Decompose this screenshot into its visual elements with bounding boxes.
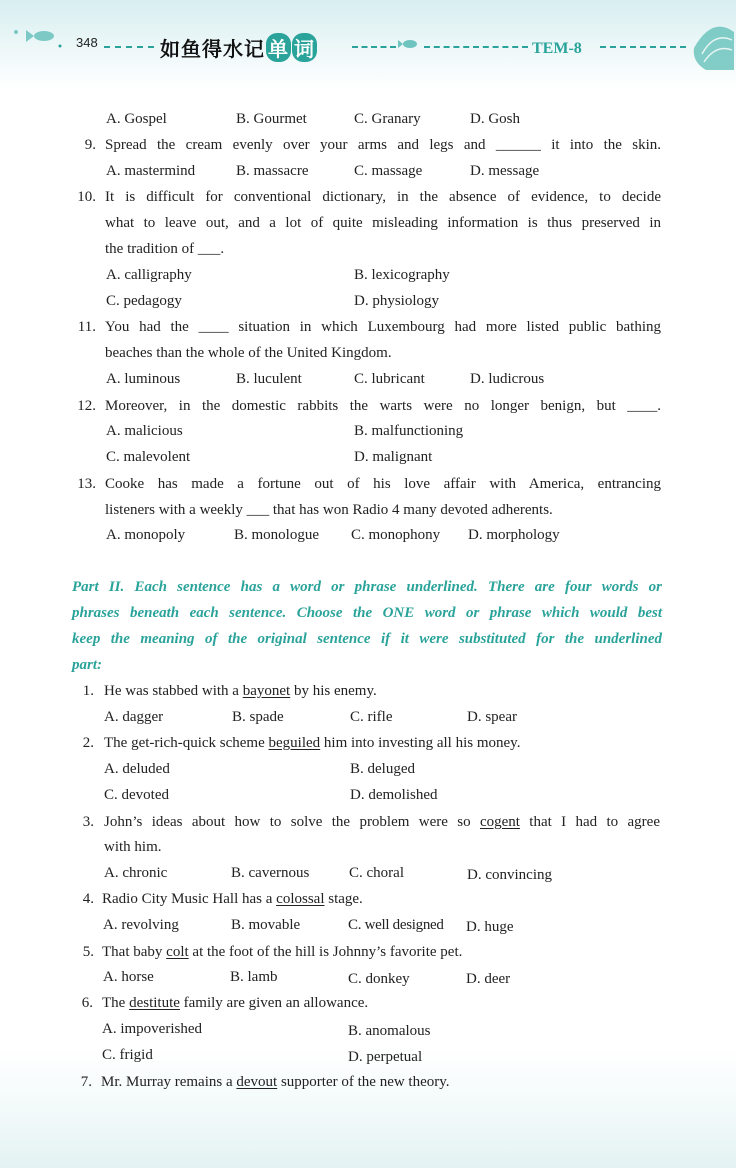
q13-option-b: B. monologue (234, 527, 319, 543)
q8-option-c: C. Granary (354, 111, 421, 127)
p2-q3-after: that I had to agree (519, 814, 660, 830)
q9-option-c: C. massage (354, 163, 423, 179)
q8-option-a: A. Gospel (106, 111, 167, 127)
q13-option-d: D. morphology (468, 527, 560, 543)
p2-q1-option-c: C. rifle (350, 709, 393, 725)
p2-q3-number: 3. (82, 814, 94, 830)
p2-q1-underlined: bayonet (242, 683, 291, 699)
q13-number: 13. (77, 476, 96, 492)
q11-option-a: A. luminous (106, 371, 181, 387)
q12-number: 12. (77, 398, 96, 414)
p2-q7-before: Mr. Murray remains a (101, 1074, 237, 1090)
part2-instructions-line-4: part: (72, 657, 102, 673)
q8-option-d: D. Gosh (470, 111, 521, 127)
exam-label: TEM-8 (532, 40, 582, 57)
p2-q3-option-c: C. choral (349, 865, 404, 881)
p2-q5-option-c: C. donkey (348, 971, 410, 987)
part2-instructions-line-3: keep the meaning of the original sentence if it were substituted for the underlined (72, 631, 662, 647)
p2-q6-underlined: destitute (129, 995, 180, 1011)
q12-option-c: C. malevolent (106, 449, 191, 465)
q13-option-a: A. monopoly (106, 527, 186, 543)
p2-q7-after: supporter of the new theory. (277, 1074, 450, 1090)
p2-q2-number: 2. (82, 735, 94, 751)
p2-q4-underlined: colossal (276, 891, 325, 907)
p2-q6-question (102, 990, 368, 1016)
part2-instructions-line-1: Part II. Each sentence has a word or phrase underlined. There are four words or (72, 579, 662, 595)
book-title-main: 如鱼得水记 (160, 37, 265, 61)
p2-q1-question (104, 678, 377, 704)
p2-q4-after: stage. (324, 891, 363, 907)
q13-option-c: C. monophony (351, 527, 441, 543)
q12-question: Moreover, in the domestic rabbits the warts were no longer benign, but ____. (105, 398, 661, 414)
p2-q1-number: 1. (82, 683, 94, 699)
p2-q7-question (101, 1069, 450, 1095)
p2-q1-before: He was stabbed with a (104, 683, 243, 699)
p2-q5-option-a: A. horse (103, 969, 154, 985)
p2-q6-number: 6. (81, 995, 93, 1011)
p2-q3-line-1 (104, 809, 660, 835)
q11-number: 11. (77, 319, 96, 335)
p2-q6-option-b: B. anomalous (348, 1023, 431, 1039)
q11-line-2: beaches than the whole of the United Kingdom. (105, 345, 392, 361)
p2-q4-option-b: B. movable (231, 917, 301, 933)
p2-q4-before: Radio City Music Hall has a (102, 891, 277, 907)
q10-line-2: what to leave out, and a lot of quite misleading information is thus preserved in (105, 215, 661, 231)
p2-q3-before: John’s ideas about how to solve the problem were so (104, 814, 480, 830)
q9-option-a: A. mastermind (106, 163, 196, 179)
p2-q5-before: That baby (102, 944, 167, 960)
q10-option-b: B. lexicography (354, 267, 450, 283)
p2-q5-underlined: colt (166, 944, 189, 960)
q11-option-c: C. lubricant (354, 371, 425, 387)
p2-q3-option-a: A. chronic (104, 865, 168, 881)
q12-option-d: D. malignant (354, 449, 433, 465)
part2-instructions-line-2: phrases beneath each sentence. Choose the ONE word or phrase which would best (72, 605, 662, 621)
p2-q5-number: 5. (82, 944, 94, 960)
p2-q2-after: him into investing all his money. (320, 735, 521, 751)
p2-q1-option-d: D. spear (467, 709, 517, 725)
p2-q2-question (104, 730, 520, 756)
page-number: 348 (76, 35, 98, 50)
p2-q5-option-d: D. deer (466, 971, 511, 987)
p2-q6-option-d: D. perpetual (348, 1049, 423, 1065)
p2-q5-after: at the foot of the hill is Johnny’s favorite pet. (188, 944, 463, 960)
p2-q2-underlined: beguiled (268, 735, 321, 751)
book-title-highlight-2: 词 (292, 33, 317, 62)
p2-q2-option-d: D. demolished (350, 787, 438, 803)
p2-q1-option-a: A. dagger (104, 709, 164, 725)
q11-line-1: You had the ____ situation in which Luxembourg had more listed public bathing (105, 319, 661, 335)
p2-q7-underlined: devout (236, 1074, 278, 1090)
q13-line-1: Cooke has made a fortune out of his love affair with America, entrancing (105, 476, 661, 492)
p2-q5-option-b: B. lamb (230, 969, 278, 985)
p2-q6-before: The (102, 995, 130, 1011)
q10-line-1: It is difficult for conventional dictionary, in the absence of evidence, to decide (105, 189, 661, 205)
p2-q1-option-b: B. spade (232, 709, 284, 725)
q11-option-b: B. luculent (236, 371, 302, 387)
p2-q2-option-a: A. deluded (104, 761, 170, 777)
p2-q6-option-c: C. frigid (102, 1047, 153, 1063)
book-title-highlight-1: 单 (266, 33, 291, 62)
q10-option-d: D. physiology (354, 293, 440, 309)
q9-question: Spread the cream evenly over your arms and legs and ______ it into the skin. (105, 137, 661, 153)
p2-q6-option-a: A. impoverished (102, 1021, 202, 1037)
p2-q3-underlined: cogent (479, 814, 520, 830)
p2-q2-option-b: B. deluged (350, 761, 415, 777)
p2-q3-line-2: with him. (104, 839, 162, 855)
p2-q3-option-b: B. cavernous (231, 865, 310, 881)
p2-q2-before: The get-rich-quick scheme (104, 735, 269, 751)
q11-option-d: D. ludicrous (470, 371, 545, 387)
q10-option-a: A. calligraphy (106, 267, 192, 283)
p2-q7-number: 7. (80, 1074, 92, 1090)
p2-q2-option-c: C. devoted (104, 787, 169, 803)
p2-q4-number: 4. (82, 891, 94, 907)
q13-line-2: listeners with a weekly ___ that has won Radio 4 many devoted adherents. (105, 502, 553, 518)
p2-q1-after: by his enemy. (290, 683, 377, 699)
p2-q6-after: family are given an allowance. (179, 995, 369, 1011)
p2-q4-option-a: A. revolving (103, 917, 179, 933)
q12-option-b: B. malfunctioning (354, 423, 464, 439)
p2-q4-option-d: D. huge (466, 919, 514, 935)
p2-q3-option-d: D. convincing (467, 867, 552, 883)
part2-instructions (72, 574, 672, 678)
q10-number: 10. (77, 189, 96, 205)
p2-q4-option-c: C. well designed (348, 917, 444, 933)
q12-option-a: A. malicious (106, 423, 183, 439)
q9-option-b: B. massacre (236, 163, 309, 179)
q8-option-b: B. Gourmet (236, 111, 307, 127)
p2-q4-question (102, 886, 363, 912)
q9-number: 9. (84, 137, 96, 153)
q9-option-d: D. message (470, 163, 540, 179)
q10-line-3: the tradition of ___. (105, 241, 225, 257)
q10-option-c: C. pedagogy (106, 293, 182, 309)
p2-q5-question (102, 939, 462, 965)
